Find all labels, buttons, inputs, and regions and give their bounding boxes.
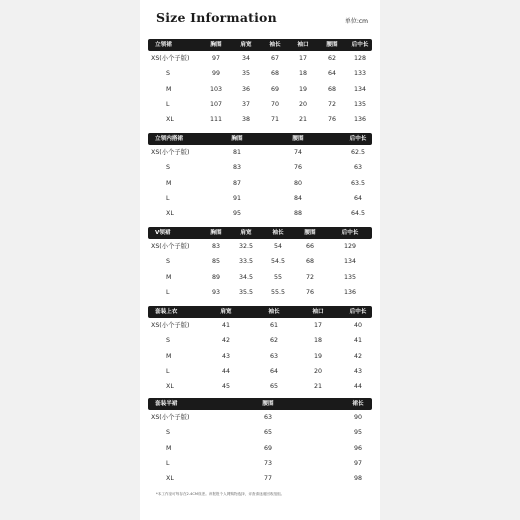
header-cell: 后中长 [351,42,369,48]
table-row [148,471,372,486]
measurement-cell: 62 [269,337,279,345]
size-label: XL [166,116,174,124]
table-row [148,410,372,425]
header-cell: 后中长 [349,136,367,142]
size-label: M [166,352,172,360]
header-cell: 肩宽 [220,309,232,315]
table-row [148,191,372,206]
size-label: S [166,164,170,172]
header-cell: 胸围 [210,230,222,236]
measurement-cell: 61 [269,322,279,329]
table-row [148,97,372,112]
table-row [148,379,372,394]
table-row [148,270,372,285]
measurement-cell: 80 [293,179,303,187]
header-cell: 袖口 [297,42,309,48]
measurement-cell: 134 [343,258,357,266]
measurement-cell: 129 [343,243,357,250]
measurement-cell: 76 [305,288,315,296]
header-cell: 肩宽 [240,230,252,236]
size-label: XS(小个子版) [151,322,190,329]
size-label: XL [166,210,174,218]
measurement-cell: 62 [327,55,337,62]
measurement-cell: 97 [211,55,221,62]
header-cell: 腰围 [292,136,304,142]
header-cell: 袖长 [272,230,284,236]
unit-label: 单位:cm [344,18,368,25]
measurement-cell: 64.5 [350,210,366,218]
measurement-cell: 72 [327,100,337,108]
measurement-cell: 68 [305,258,315,266]
footnote: *本工作室可每存在2-4CM误差。该报报个人网购物选择，评查请迷迪回收组组。 [156,492,285,496]
measurement-cell: 136 [343,288,357,296]
size-label: XS(小个子版) [151,149,190,156]
measurement-cell: 68 [270,70,280,78]
table-row [148,333,372,348]
measurement-cell: 89 [211,273,221,281]
header-cell: 腰围 [262,401,274,407]
measurement-cell: 84 [293,194,303,202]
measurement-cell: 136 [353,116,367,124]
size-label: M [166,85,172,93]
measurement-cell: 42 [353,352,363,360]
measurement-cell: 83 [232,164,242,172]
measurement-cell: 95 [232,210,242,218]
measurement-cell: 38 [241,116,251,124]
table-row [148,318,372,333]
table-row [148,66,372,81]
measurement-cell: 54 [273,243,283,250]
header-cell: 腰围 [326,42,338,48]
size-label: XS(小个子版) [151,55,190,62]
size-label: L [166,459,170,467]
header-cell: 腰围 [304,230,316,236]
measurement-cell: 90 [353,414,363,421]
size-label: L [166,367,170,375]
table-row [148,349,372,364]
measurement-cell: 35.5 [238,288,254,296]
size-label: S [166,258,170,266]
measurement-cell: 42 [221,337,231,345]
measurement-cell: 41 [221,322,231,329]
measurement-cell: 135 [343,273,357,281]
measurement-cell: 69 [270,85,280,93]
size-table-5 [148,398,372,486]
table-row [148,160,372,175]
table-row [148,82,372,97]
header-cell: V领裙 [155,230,171,236]
measurement-cell: 43 [221,352,231,360]
measurement-cell: 73 [263,459,273,467]
size-label: L [166,288,170,296]
measurement-cell: 97 [353,459,363,467]
measurement-cell: 34 [241,55,251,62]
table-header [148,133,372,145]
measurement-cell: 55.5 [270,288,286,296]
table-row [148,206,372,221]
measurement-cell: 99 [211,70,221,78]
measurement-cell: 54.5 [270,258,286,266]
measurement-cell: 17 [298,55,308,62]
size-table-4 [148,306,372,394]
size-label: S [166,337,170,345]
measurement-cell: 67 [270,55,280,62]
measurement-cell: 63 [263,414,273,421]
measurement-cell: 96 [353,444,363,452]
measurement-cell: 33.5 [238,258,254,266]
table-row [148,239,372,254]
table-row [148,456,372,471]
measurement-cell: 21 [298,116,308,124]
measurement-cell: 64 [327,70,337,78]
table-row [148,176,372,191]
header-cell: 袖长 [269,42,281,48]
page-title: Size Information [156,10,277,25]
measurement-cell: 21 [313,383,323,391]
header-cell: 套装上衣 [155,309,178,315]
measurement-cell: 44 [221,367,231,375]
measurement-cell: 63.5 [350,179,366,187]
measurement-cell: 41 [353,337,363,345]
measurement-cell: 134 [353,85,367,93]
measurement-cell: 103 [209,85,223,93]
size-chart-sheet [140,0,380,520]
header-cell: 立领裙 [155,42,172,48]
measurement-cell: 87 [232,179,242,187]
measurement-cell: 65 [269,383,279,391]
measurement-cell: 74 [293,149,303,156]
size-label: M [166,273,172,281]
measurement-cell: 93 [211,288,221,296]
table-row [148,51,372,66]
measurement-cell: 81 [232,149,242,156]
size-label: L [166,194,170,202]
size-label: S [166,429,170,437]
measurement-cell: 63 [269,352,279,360]
measurement-cell: 88 [293,210,303,218]
measurement-cell: 76 [327,116,337,124]
measurement-cell: 40 [353,322,363,329]
table-header [148,39,372,51]
table-header [148,306,372,318]
measurement-cell: 72 [305,273,315,281]
measurement-cell: 19 [298,85,308,93]
header-cell: 肩宽 [240,42,252,48]
size-label: M [166,444,172,452]
table-header [148,398,372,410]
measurement-cell: 20 [313,367,323,375]
size-table-3 [148,227,372,300]
measurement-cell: 34.5 [238,273,254,281]
size-label: S [166,70,170,78]
size-table-1 [148,39,372,127]
measurement-cell: 71 [270,116,280,124]
size-label: XL [166,475,174,483]
table-header [148,227,372,239]
measurement-cell: 55 [273,273,283,281]
measurement-cell: 43 [353,367,363,375]
size-label: XS(小个子版) [151,243,190,250]
table-row [148,285,372,300]
header-cell: 胸围 [210,42,222,48]
measurement-cell: 64 [269,367,279,375]
measurement-cell: 111 [209,116,223,124]
header-cell: 袖长 [268,309,280,315]
measurement-cell: 17 [313,322,323,329]
header-cell: 胸围 [231,136,243,142]
measurement-cell: 68 [327,85,337,93]
measurement-cell: 69 [263,444,273,452]
header-cell: 套装半裙 [155,401,178,407]
measurement-cell: 70 [270,100,280,108]
measurement-cell: 133 [353,70,367,78]
measurement-cell: 135 [353,100,367,108]
measurement-cell: 62.5 [350,149,366,156]
size-label: XS(小个子版) [151,414,190,421]
size-label: M [166,179,172,187]
measurement-cell: 77 [263,475,273,483]
header-cell: 裙长 [352,401,364,407]
measurement-cell: 19 [313,352,323,360]
size-label: XL [166,383,174,391]
table-row [148,145,372,160]
table-row [148,425,372,440]
measurement-cell: 37 [241,100,251,108]
measurement-cell: 64 [353,194,363,202]
measurement-cell: 83 [211,243,221,250]
header-cell: 后中长 [349,309,367,315]
measurement-cell: 85 [211,258,221,266]
measurement-cell: 65 [263,429,273,437]
measurement-cell: 36 [241,85,251,93]
header-cell: 立领内搭裙 [155,136,183,142]
measurement-cell: 63 [353,164,363,172]
measurement-cell: 45 [221,383,231,391]
table-row [148,112,372,127]
measurement-cell: 20 [298,100,308,108]
size-label: L [166,100,170,108]
measurement-cell: 44 [353,383,363,391]
measurement-cell: 32.5 [238,243,254,250]
measurement-cell: 95 [353,429,363,437]
measurement-cell: 98 [353,475,363,483]
measurement-cell: 128 [353,55,367,62]
measurement-cell: 35 [241,70,251,78]
table-row [148,254,372,269]
header-cell: 袖口 [312,309,324,315]
size-table-2 [148,133,372,221]
table-row [148,364,372,379]
table-row [148,441,372,456]
measurement-cell: 91 [232,194,242,202]
header-cell: 后中长 [341,230,359,236]
measurement-cell: 107 [209,100,223,108]
measurement-cell: 18 [298,70,308,78]
measurement-cell: 76 [293,164,303,172]
measurement-cell: 18 [313,337,323,345]
measurement-cell: 66 [305,243,315,250]
